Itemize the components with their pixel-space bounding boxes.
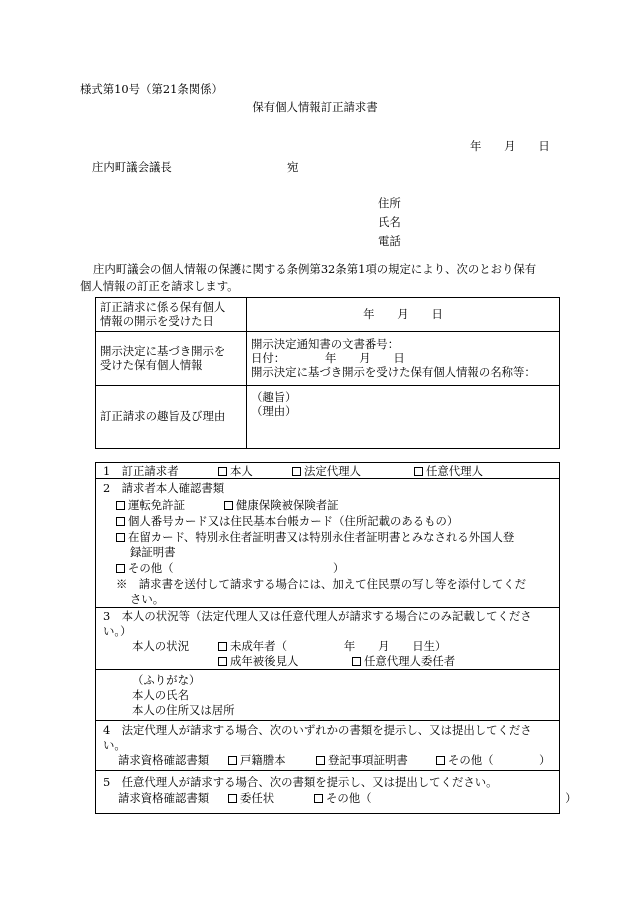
principal-checkbox[interactable]: 任意代理人委任者 [352,654,455,668]
phone-label: 電話 [378,234,401,248]
principal-address-label: 本人の住所又は居所 [132,703,235,717]
divider [96,607,559,608]
disclosed-info-field[interactable]: 開示決定通知書の文書番号： 日付： 年 月 日 開示決定に基づき開示を受けた保有個人情報の名称等： [247,331,560,385]
mail-note: ※ 請求書を送付して請求する場合には、加えて住民票の写し等を添付してくだ [116,577,527,591]
intro-line-1: 庄内町議会の個人情報の保護に関する条例第32条第1項の規定により、次のとおり保有 [93,262,537,276]
requester-self-checkbox[interactable]: 本人 [218,464,253,478]
divider [96,478,559,479]
date-line: 年 月 日 [470,139,550,153]
reason-label: 訂正請求の趣旨及び理由 [96,385,247,448]
mail-note-continued: さい。 [130,592,165,606]
status-label: 本人の状況 [132,639,189,653]
table-row [96,298,560,332]
disclosure-date-field[interactable]: 年 月 日 [247,298,560,332]
section-1-title: 1 訂正請求者 [103,464,179,478]
legal-docs-label: 請求資格確認書類 [118,753,210,767]
family-register-checkbox[interactable]: 戸籍謄本 [228,753,286,767]
requester-legal-agent-checkbox[interactable]: 法定代理人 [292,464,361,478]
my-number-card-checkbox[interactable]: 個人番号カード又は住民基本台帳カード（住所記載のあるもの） [116,514,458,528]
form-number: 様式第10号（第21条関係） [80,82,223,96]
reason-field[interactable]: （趣旨） （理由） [247,385,560,448]
power-of-attorney-checkbox[interactable]: 委任状 [228,791,274,805]
address-label: 住所 [378,196,401,210]
disclosure-date-label: 訂正請求に係る保有個人 情報の開示を受けた日 [96,298,247,332]
registry-certificate-checkbox[interactable]: 登記事項証明書 [316,753,408,767]
requester-voluntary-agent-checkbox[interactable]: 任意代理人 [414,464,483,478]
disclosed-info-label: 開示決定に基づき開示を 受けた保有個人情報 [96,331,247,385]
requester-details-box [95,462,577,814]
drivers-license-checkbox[interactable]: 運転免許証 [116,498,185,512]
section-3-title-continued: い。） [103,624,132,638]
health-insurance-checkbox[interactable]: 健康保険被保険者証 [224,498,339,512]
addressee-suffix: 宛 [287,160,299,174]
section-2-title: 2 請求者本人確認書類 [103,481,225,495]
disclosure-table [95,297,560,449]
residence-card-checkbox[interactable]: 在留カード、特別永住者証明書又は特別永住者証明書とみなされる外国人登 [116,530,514,544]
other-voluntary-doc-checkbox[interactable]: その他（ ） [314,791,577,805]
furigana-label: （ふりがな） [132,673,201,687]
other-id-checkbox[interactable]: その他（ ） [116,561,344,575]
section-4-title-continued: い。 [103,738,126,752]
minor-checkbox[interactable]: 未成年者（ 年 月 日生） [218,639,446,653]
page-title: 保有個人情報訂正請求書 [252,100,378,114]
voluntary-docs-label: 請求資格確認書類 [118,791,210,805]
section-5-title: 5 任意代理人が請求する場合、次の書類を提示し、又は提出してください。 [103,775,498,789]
intro-line-2: 個人情報の訂正を請求します。 [80,279,239,293]
section-4-title: 4 法定代理人が請求する場合、次のいずれかの書類を提示し、又は提出してくださ [103,723,532,737]
name-label: 氏名 [378,215,401,229]
divider [96,770,559,771]
adult-ward-checkbox[interactable]: 成年被後見人 [218,654,298,668]
divider [96,669,559,670]
divider [96,720,559,721]
principal-name-label: 本人の氏名 [132,688,189,702]
other-legal-doc-checkbox[interactable]: その他（ ） [436,753,551,767]
table-row [96,331,560,385]
table-row [96,385,560,448]
residence-card-continued: 録証明書 [130,545,176,559]
addressee: 庄内町議会議長 [92,160,172,174]
section-3-title: 3 本人の状況等（法定代理人又は任意代理人が請求する場合にのみ記載してくださ [103,609,532,623]
